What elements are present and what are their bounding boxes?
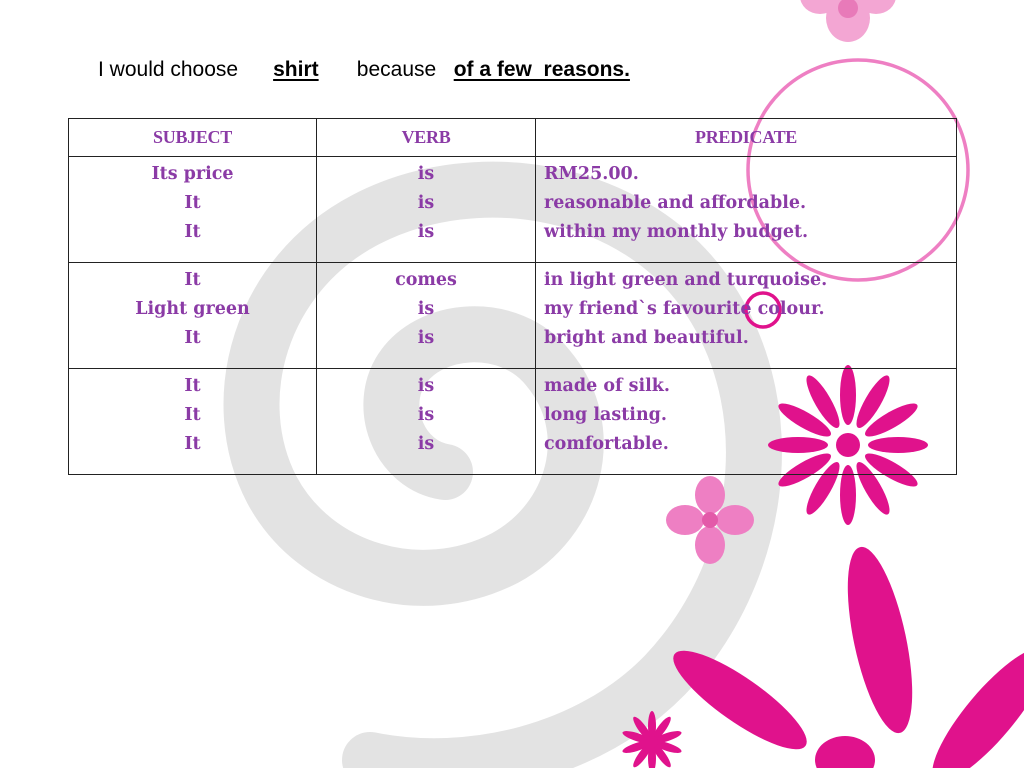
verb-line: is	[417, 405, 435, 425]
verb-line: is	[417, 376, 435, 396]
predicate-line: within my monthly budget.	[544, 222, 809, 242]
verb-line: is	[417, 434, 435, 454]
predicate-line: made of silk.	[544, 376, 670, 396]
verb-cell	[317, 263, 536, 369]
predicate-cell	[536, 157, 957, 263]
sentence-middle: because	[356, 58, 437, 81]
table-row	[69, 369, 957, 475]
subject-verb-predicate-table	[68, 118, 957, 475]
verb-line: is	[417, 164, 435, 184]
predicate-line: my friend`s favourite colour.	[544, 299, 825, 319]
table-header-row	[69, 119, 957, 157]
verb-line: is	[417, 299, 435, 319]
predicate-line: reasonable and affordable.	[544, 193, 807, 213]
subject-line: It	[184, 270, 201, 290]
subject-line: It	[184, 222, 201, 242]
subject-line: It	[184, 328, 201, 348]
subject-line: It	[184, 193, 201, 213]
verb-line: is	[417, 193, 435, 213]
predicate-line: bright and beautiful.	[544, 328, 749, 348]
subject-line: Light green	[135, 299, 250, 319]
verb-cell	[317, 369, 536, 475]
predicate-line: RM25.00.	[544, 164, 639, 184]
subject-cell	[69, 157, 317, 263]
sentence-prefix: I would choose	[98, 58, 239, 81]
verb-line: is	[417, 328, 435, 348]
predicate-cell	[536, 369, 957, 475]
choice-sentence	[98, 58, 630, 82]
light-pink-flower-top	[800, 0, 896, 42]
table-row	[69, 263, 957, 369]
predicate-line: comfortable.	[544, 434, 669, 454]
verb-cell	[317, 157, 536, 263]
chosen-item: shirt	[273, 58, 319, 81]
header-verb: VERB	[317, 119, 536, 157]
subject-cell	[69, 263, 317, 369]
verb-line: comes	[395, 270, 457, 290]
reason-text: of a few reasons.	[453, 58, 630, 81]
predicate-line: in light green and turquoise.	[544, 270, 828, 290]
verb-line: is	[417, 222, 435, 242]
subject-cell	[69, 369, 317, 475]
predicate-line: long lasting.	[544, 405, 667, 425]
header-subject: SUBJECT	[69, 119, 317, 157]
subject-line: It	[184, 405, 201, 425]
subject-line: It	[184, 434, 201, 454]
predicate-cell	[536, 263, 957, 369]
header-predicate: PREDICATE	[536, 119, 957, 157]
subject-line: It	[184, 376, 201, 396]
subject-line: Its price	[151, 164, 234, 184]
table-row	[69, 157, 957, 263]
